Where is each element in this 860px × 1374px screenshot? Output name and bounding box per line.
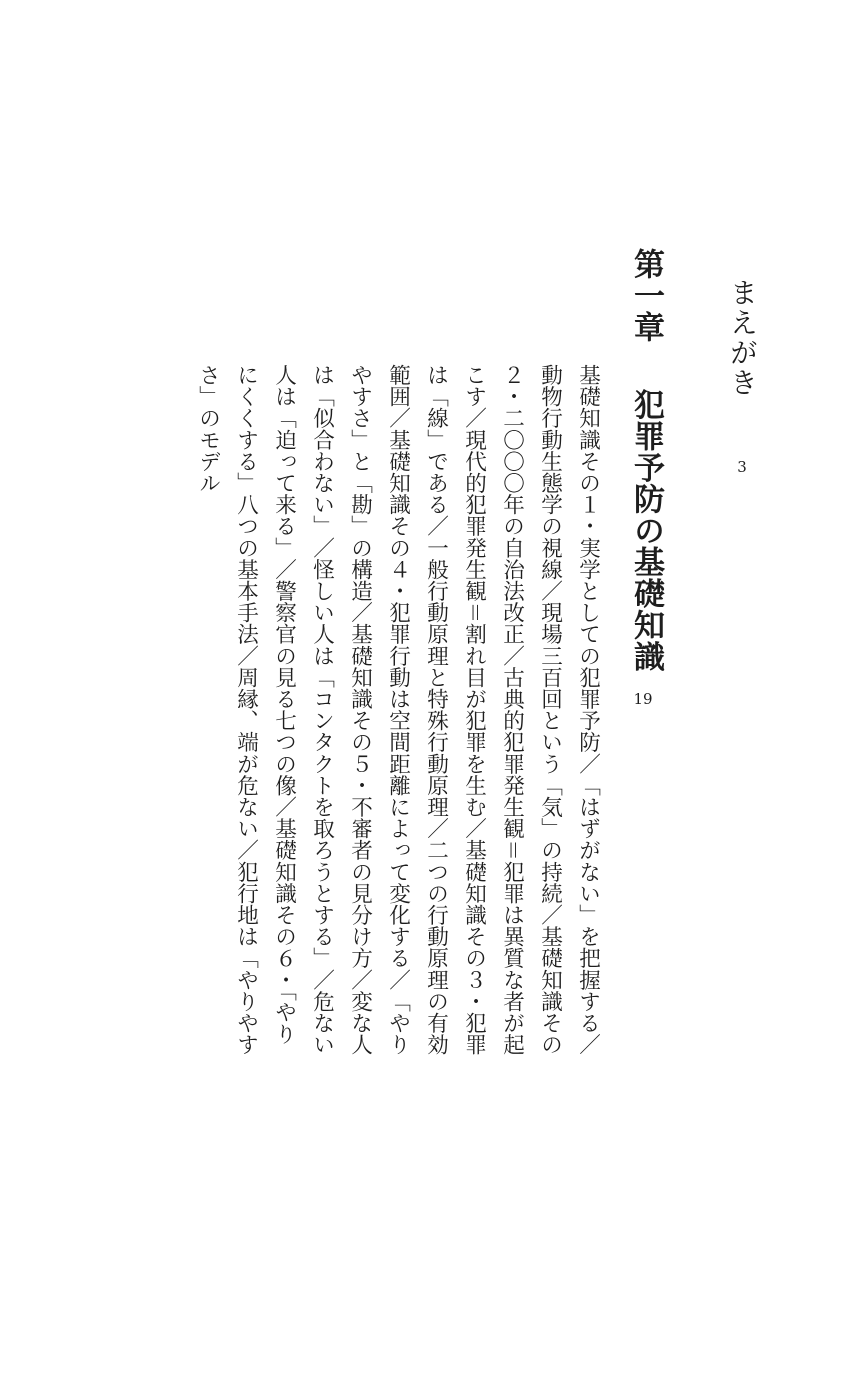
toc-line: さ」のモデル xyxy=(195,364,221,494)
toc-line: にくくする」八つの基本手法／周縁、端が危ない／犯行地は「やりやす xyxy=(233,364,259,1056)
toc-line: こす／現代的犯罪発生観＝割れ目が犯罪を生む／基礎知識その３・犯罪 xyxy=(461,364,487,1056)
toc-line: 範囲／基礎知識その４・犯罪行動は空間距離によって変化する／「やり xyxy=(385,364,411,1056)
toc-line: 動物行動生態学の視線／現場三百回という「気」の持続／基礎知識その xyxy=(537,364,563,1056)
preface-page-number: 3 xyxy=(737,458,747,476)
toc-line: 基礎知識その１・実学としての犯罪予防／「はずがない」を把握する／ xyxy=(575,364,601,1056)
chapter-page-number: 19 xyxy=(633,690,653,708)
toc-line: やすさ」と「勘」の構造／基礎知識その５・不審者の見分け方／変な人 xyxy=(347,364,373,1056)
chapter-toc-body xyxy=(196,364,606,1124)
toc-line: 人は「迫って来る」／警察官の見る七つの像／基礎知識その６・「やり xyxy=(271,364,297,1045)
chapter-heading xyxy=(628,248,664,672)
toc-line: ２・二〇〇〇年の自治法改正／古典的犯罪発生観＝犯罪は異質な者が起 xyxy=(499,364,525,1056)
toc-line: は「線」である／一般行動原理と特殊行動原理／二つの行動原理の有効 xyxy=(423,364,449,1056)
toc-line: は「似合わない」／怪しい人は「コンタクトを取ろうとする」／危ない xyxy=(309,364,335,1056)
preface-title: まえがき xyxy=(726,278,759,398)
chapter-label: 第一章 xyxy=(628,248,664,343)
chapter-title: 犯罪予防の基礎知識 xyxy=(628,388,664,672)
